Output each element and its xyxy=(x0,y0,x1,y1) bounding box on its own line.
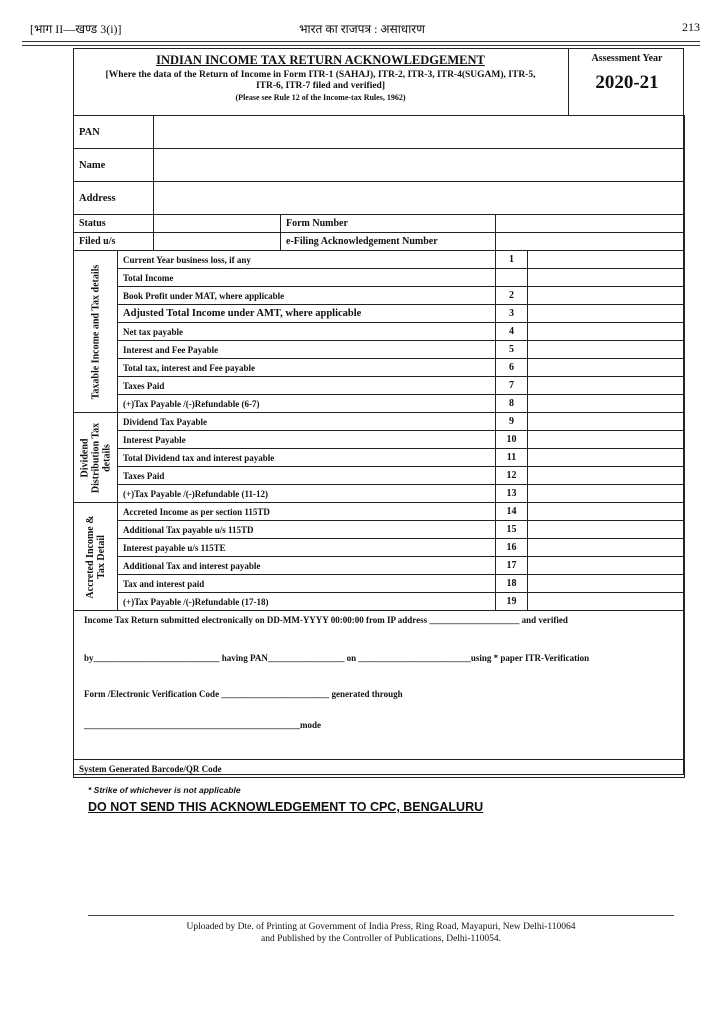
section-title-text: Dividend Distribution Tax details xyxy=(79,422,112,493)
item-value[interactable] xyxy=(528,413,685,431)
item-row xyxy=(74,485,685,503)
item-value[interactable] xyxy=(528,467,685,485)
page-number: 213 xyxy=(682,20,700,34)
footer xyxy=(88,921,674,945)
acknowledgement-table xyxy=(73,115,685,778)
item-row xyxy=(74,287,685,305)
item-number: 10 xyxy=(496,431,528,449)
item-value[interactable] xyxy=(528,485,685,503)
item-row xyxy=(74,269,685,287)
form-number-value[interactable] xyxy=(496,215,685,233)
verification-block xyxy=(74,611,685,760)
item-number: 5 xyxy=(496,341,528,359)
item-value[interactable] xyxy=(528,287,685,305)
item-value[interactable] xyxy=(528,377,685,395)
item-value[interactable] xyxy=(528,305,685,323)
item-value[interactable] xyxy=(528,503,685,521)
item-label: Interest Payable xyxy=(118,431,496,449)
item-label: Additional Tax payable u/s 115TD xyxy=(118,521,496,539)
item-row xyxy=(74,413,685,431)
footnote: * Strike of whichever is not applicable xyxy=(88,785,241,795)
header-part: [भाग II—खण्ड 3(i)] xyxy=(30,22,122,36)
assessment-year-box xyxy=(568,48,685,115)
item-label: Accreted Income as per section 115TD xyxy=(118,503,496,521)
item-label: Total tax, interest and Fee payable xyxy=(118,359,496,377)
verification-line-4: ________________________________________________mode xyxy=(84,720,321,730)
item-value[interactable] xyxy=(528,575,685,593)
item-value[interactable] xyxy=(528,251,685,269)
form-subtitle: [Where the data of the Return of Income in Form ITR-1 (SAHAJ), ITR-2, ITR-3, ITR-4(SUGAM), ITR-5, ITR-6, ITR-7 filed and verified] xyxy=(105,70,536,91)
address-label: Address xyxy=(74,182,154,215)
assessment-year-label: Assessment Year xyxy=(591,53,663,64)
item-label: Taxes Paid xyxy=(118,467,496,485)
item-row xyxy=(74,557,685,575)
name-label: Name xyxy=(74,149,154,182)
item-label: Book Profit under MAT, where applicable xyxy=(118,287,496,305)
section-title-text: Taxable Income and Tax details xyxy=(90,264,101,399)
verification-line-3: Form /Electronic Verification Code ________________________ generated through xyxy=(84,689,403,699)
item-row xyxy=(74,593,685,611)
section-title xyxy=(74,413,118,503)
item-label: Additional Tax and interest payable xyxy=(118,557,496,575)
warning: DO NOT SEND THIS ACKNOWLEDGEMENT TO CPC, BENGALURU xyxy=(88,800,484,814)
header-gazette: भारत का राजपत्र : असाधारण xyxy=(299,22,425,36)
item-number: 6 xyxy=(496,359,528,377)
item-label: Taxes Paid xyxy=(118,377,496,395)
status-label: Status xyxy=(74,215,154,233)
item-row xyxy=(74,305,685,323)
pan-label: PAN xyxy=(74,116,154,149)
header-rule xyxy=(22,41,700,46)
item-row xyxy=(74,359,685,377)
item-value[interactable] xyxy=(528,395,685,413)
item-number: 1 xyxy=(496,251,528,269)
item-number: 3 xyxy=(496,305,528,323)
status-value[interactable] xyxy=(154,215,281,233)
section-title xyxy=(74,251,118,413)
item-label: Total Income xyxy=(118,269,496,287)
filed-us-label: Filed u/s xyxy=(74,233,154,251)
item-label: (+)Tax Payable /(-)Refundable (11-12) xyxy=(118,485,496,503)
item-row xyxy=(74,539,685,557)
item-value[interactable] xyxy=(528,431,685,449)
item-label: Net tax payable xyxy=(118,323,496,341)
item-value[interactable] xyxy=(528,557,685,575)
item-row xyxy=(74,341,685,359)
item-number: 8 xyxy=(496,395,528,413)
item-value[interactable] xyxy=(528,359,685,377)
barcode-label: System Generated Barcode/QR Code xyxy=(74,760,685,778)
item-value[interactable] xyxy=(528,539,685,557)
item-number: 11 xyxy=(496,449,528,467)
item-label: Tax and interest paid xyxy=(118,575,496,593)
item-value[interactable] xyxy=(528,341,685,359)
item-number: 12 xyxy=(496,467,528,485)
item-number xyxy=(496,269,528,287)
rule-note: (Please see Rule 12 of the Income-tax Rules, 1962) xyxy=(235,93,406,102)
item-label: (+)Tax Payable /(-)Refundable (17-18) xyxy=(118,593,496,611)
item-label: (+)Tax Payable /(-)Refundable (6-7) xyxy=(118,395,496,413)
assessment-year: 2020-21 xyxy=(595,72,659,93)
verification-line-1: Income Tax Return submitted electronically on DD-MM-YYYY 00:00:00 from IP address ____________________ and verified xyxy=(84,615,568,625)
item-row xyxy=(74,575,685,593)
item-number: 2 xyxy=(496,287,528,305)
form-title-block xyxy=(73,48,684,115)
section-title-text: Accreted Income & Tax Detail xyxy=(84,514,107,599)
item-label: Interest and Fee Payable xyxy=(118,341,496,359)
filed-us-value[interactable] xyxy=(154,233,281,251)
address-value[interactable] xyxy=(154,182,685,215)
item-row xyxy=(74,377,685,395)
item-row xyxy=(74,431,685,449)
item-number: 9 xyxy=(496,413,528,431)
item-value[interactable] xyxy=(528,323,685,341)
pan-value[interactable] xyxy=(154,116,685,149)
item-row xyxy=(74,449,685,467)
ack-number-label: e-Filing Acknowledgement Number xyxy=(281,233,496,251)
footer-rule xyxy=(88,915,674,916)
item-label: Dividend Tax Payable xyxy=(118,413,496,431)
item-label: Current Year business loss, if any xyxy=(118,251,496,269)
ack-number-value[interactable] xyxy=(496,233,685,251)
item-row xyxy=(74,395,685,413)
item-number: 17 xyxy=(496,557,528,575)
item-row xyxy=(74,251,685,269)
item-label: Interest payable u/s 115TE xyxy=(118,539,496,557)
item-label: Adjusted Total Income under AMT, where applicable xyxy=(118,305,496,323)
item-number: 19 xyxy=(496,593,528,611)
footer-line-2: and Published by the Controller of Publications, Delhi-110054. xyxy=(260,934,502,944)
item-label: Total Dividend tax and interest payable xyxy=(118,449,496,467)
item-row xyxy=(74,503,685,521)
form-number-label: Form Number xyxy=(281,215,496,233)
item-number: 15 xyxy=(496,521,528,539)
item-value[interactable] xyxy=(528,593,685,611)
item-row xyxy=(74,467,685,485)
section-title xyxy=(74,503,118,611)
item-value[interactable] xyxy=(528,521,685,539)
item-number: 7 xyxy=(496,377,528,395)
verification-line-2: by____________________________ having PAN_________________ on _________________________using * paper ITR-Verification xyxy=(84,653,590,663)
item-number: 14 xyxy=(496,503,528,521)
item-number: 4 xyxy=(496,323,528,341)
item-value[interactable] xyxy=(528,269,685,287)
item-number: 16 xyxy=(496,539,528,557)
name-value[interactable] xyxy=(154,149,685,182)
form-title: INDIAN INCOME TAX RETURN ACKNOWLEDGEMENT xyxy=(156,53,485,67)
item-value[interactable] xyxy=(528,449,685,467)
item-number: 18 xyxy=(496,575,528,593)
item-row xyxy=(74,323,685,341)
item-number: 13 xyxy=(496,485,528,503)
item-row xyxy=(74,521,685,539)
footer-line-1: Uploaded by Dte. of Printing at Government of India Press, Ring Road, Mayapuri, New Delhi-110064 xyxy=(186,922,576,932)
